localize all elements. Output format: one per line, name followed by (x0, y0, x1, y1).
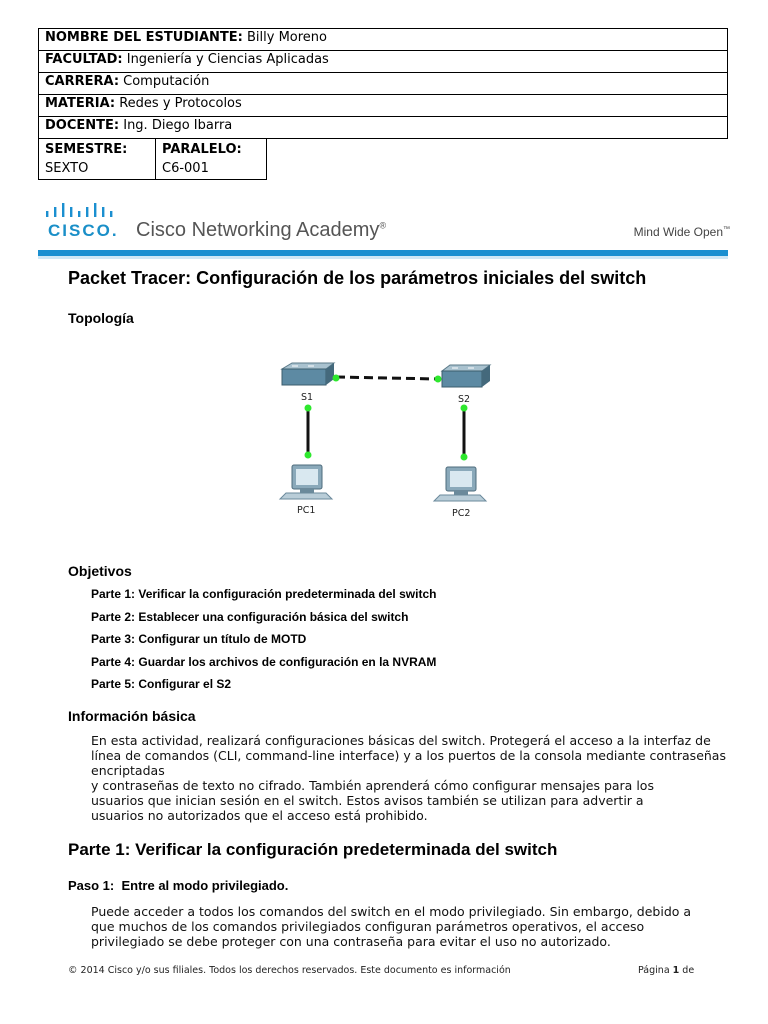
switch-s2-icon (442, 365, 490, 387)
switch-link (336, 377, 438, 379)
pc2-label: PC2 (452, 508, 471, 519)
tagline: Mind Wide Open™ (633, 225, 730, 239)
info-row (39, 29, 728, 51)
academy-name: Cisco Networking Academy® (136, 219, 387, 241)
info-label: DOCENTE: (45, 118, 120, 133)
info-value: Ing. Diego Ibarra (123, 118, 233, 133)
semestre-paralelo-table (38, 138, 267, 180)
semestre-value: SEXTO (45, 161, 89, 176)
pc2-icon (434, 467, 486, 501)
info-value: Computación (123, 74, 210, 89)
info-label: NOMBRE DEL ESTUDIANTE: (45, 30, 243, 45)
info-label: CARRERA: (45, 74, 120, 89)
background-text: En esta actividad, realizará configuraciones básicas del switch. Protegerá el acceso a la interfaz de línea de comandos (CLI, command-line interface) y a los puertos de la consola mediante contraseñas encriptadas y contraseñas de texto no cifrado. También aprenderá cómo configurar mensajes para los usuarios que inician sesión en el switch. Estos avisos también se utilizan para advertir a usuarios no autorizados que el acceso está prohibido. (91, 733, 726, 823)
footer-page-number: Página 1 de (638, 965, 695, 976)
step1-heading: Paso 1: Entre al modo privilegiado. (68, 878, 289, 893)
part1-text: Puede acceder a todos los comandos del switch en el modo privilegiado. Sin embargo, debido a que muchos de los comandos privilegiados configuran parámetros operativos, el acceso privilegiado se debe proteger con una contraseña para evitar el uso no autorizado. (91, 904, 692, 949)
switch-s2-label: S2 (458, 394, 471, 405)
objective-item: Parte 2: Establecer una configuración básica del switch (91, 610, 409, 624)
info-row (39, 73, 728, 95)
student-info-table (38, 28, 728, 139)
objectives-heading: Objetivos (68, 563, 132, 579)
info-label: MATERIA: (45, 96, 116, 111)
info-value: Billy Moreno (247, 30, 327, 45)
cisco-logo-bars-icon (46, 203, 118, 219)
paralelo-value: C6-001 (162, 161, 209, 176)
cisco-logo-text: CISCO. (48, 221, 119, 240)
info-value: Redes y Protocolos (119, 96, 242, 111)
semestre-label: SEMESTRE: (45, 142, 128, 157)
topology-diagram (270, 355, 500, 525)
header-rule-light (38, 256, 728, 259)
part1-heading: Parte 1: Verificar la configuración predeterminada del switch (68, 840, 558, 859)
document-title: Packet Tracer: Configuración de los parámetros iniciales del switch (68, 268, 647, 288)
pc1-icon (280, 465, 332, 499)
info-value: Ingeniería y Ciencias Aplicadas (126, 52, 329, 67)
info-row (39, 51, 728, 73)
topology-heading: Topología (68, 310, 134, 326)
footer-copyright: © 2014 Cisco y/o sus filiales. Todos los derechos reservados. Este documento es información (68, 965, 511, 976)
objective-item: Parte 5: Configurar el S2 (91, 677, 232, 691)
info-row (39, 95, 728, 117)
pc1-label: PC1 (297, 505, 316, 516)
info-row (39, 117, 728, 139)
objective-item: Parte 3: Configurar un título de MOTD (91, 632, 307, 646)
paralelo-label: PARALELO: (162, 142, 242, 157)
objective-item: Parte 1: Verificar la configuración predeterminada del switch (91, 587, 437, 601)
objective-item: Parte 4: Guardar los archivos de configuración en la NVRAM (91, 655, 437, 669)
info-label: FACULTAD: (45, 52, 123, 67)
background-heading: Información básica (68, 708, 196, 724)
switch-s1-icon (282, 363, 334, 385)
switch-s1-label: S1 (301, 392, 314, 403)
